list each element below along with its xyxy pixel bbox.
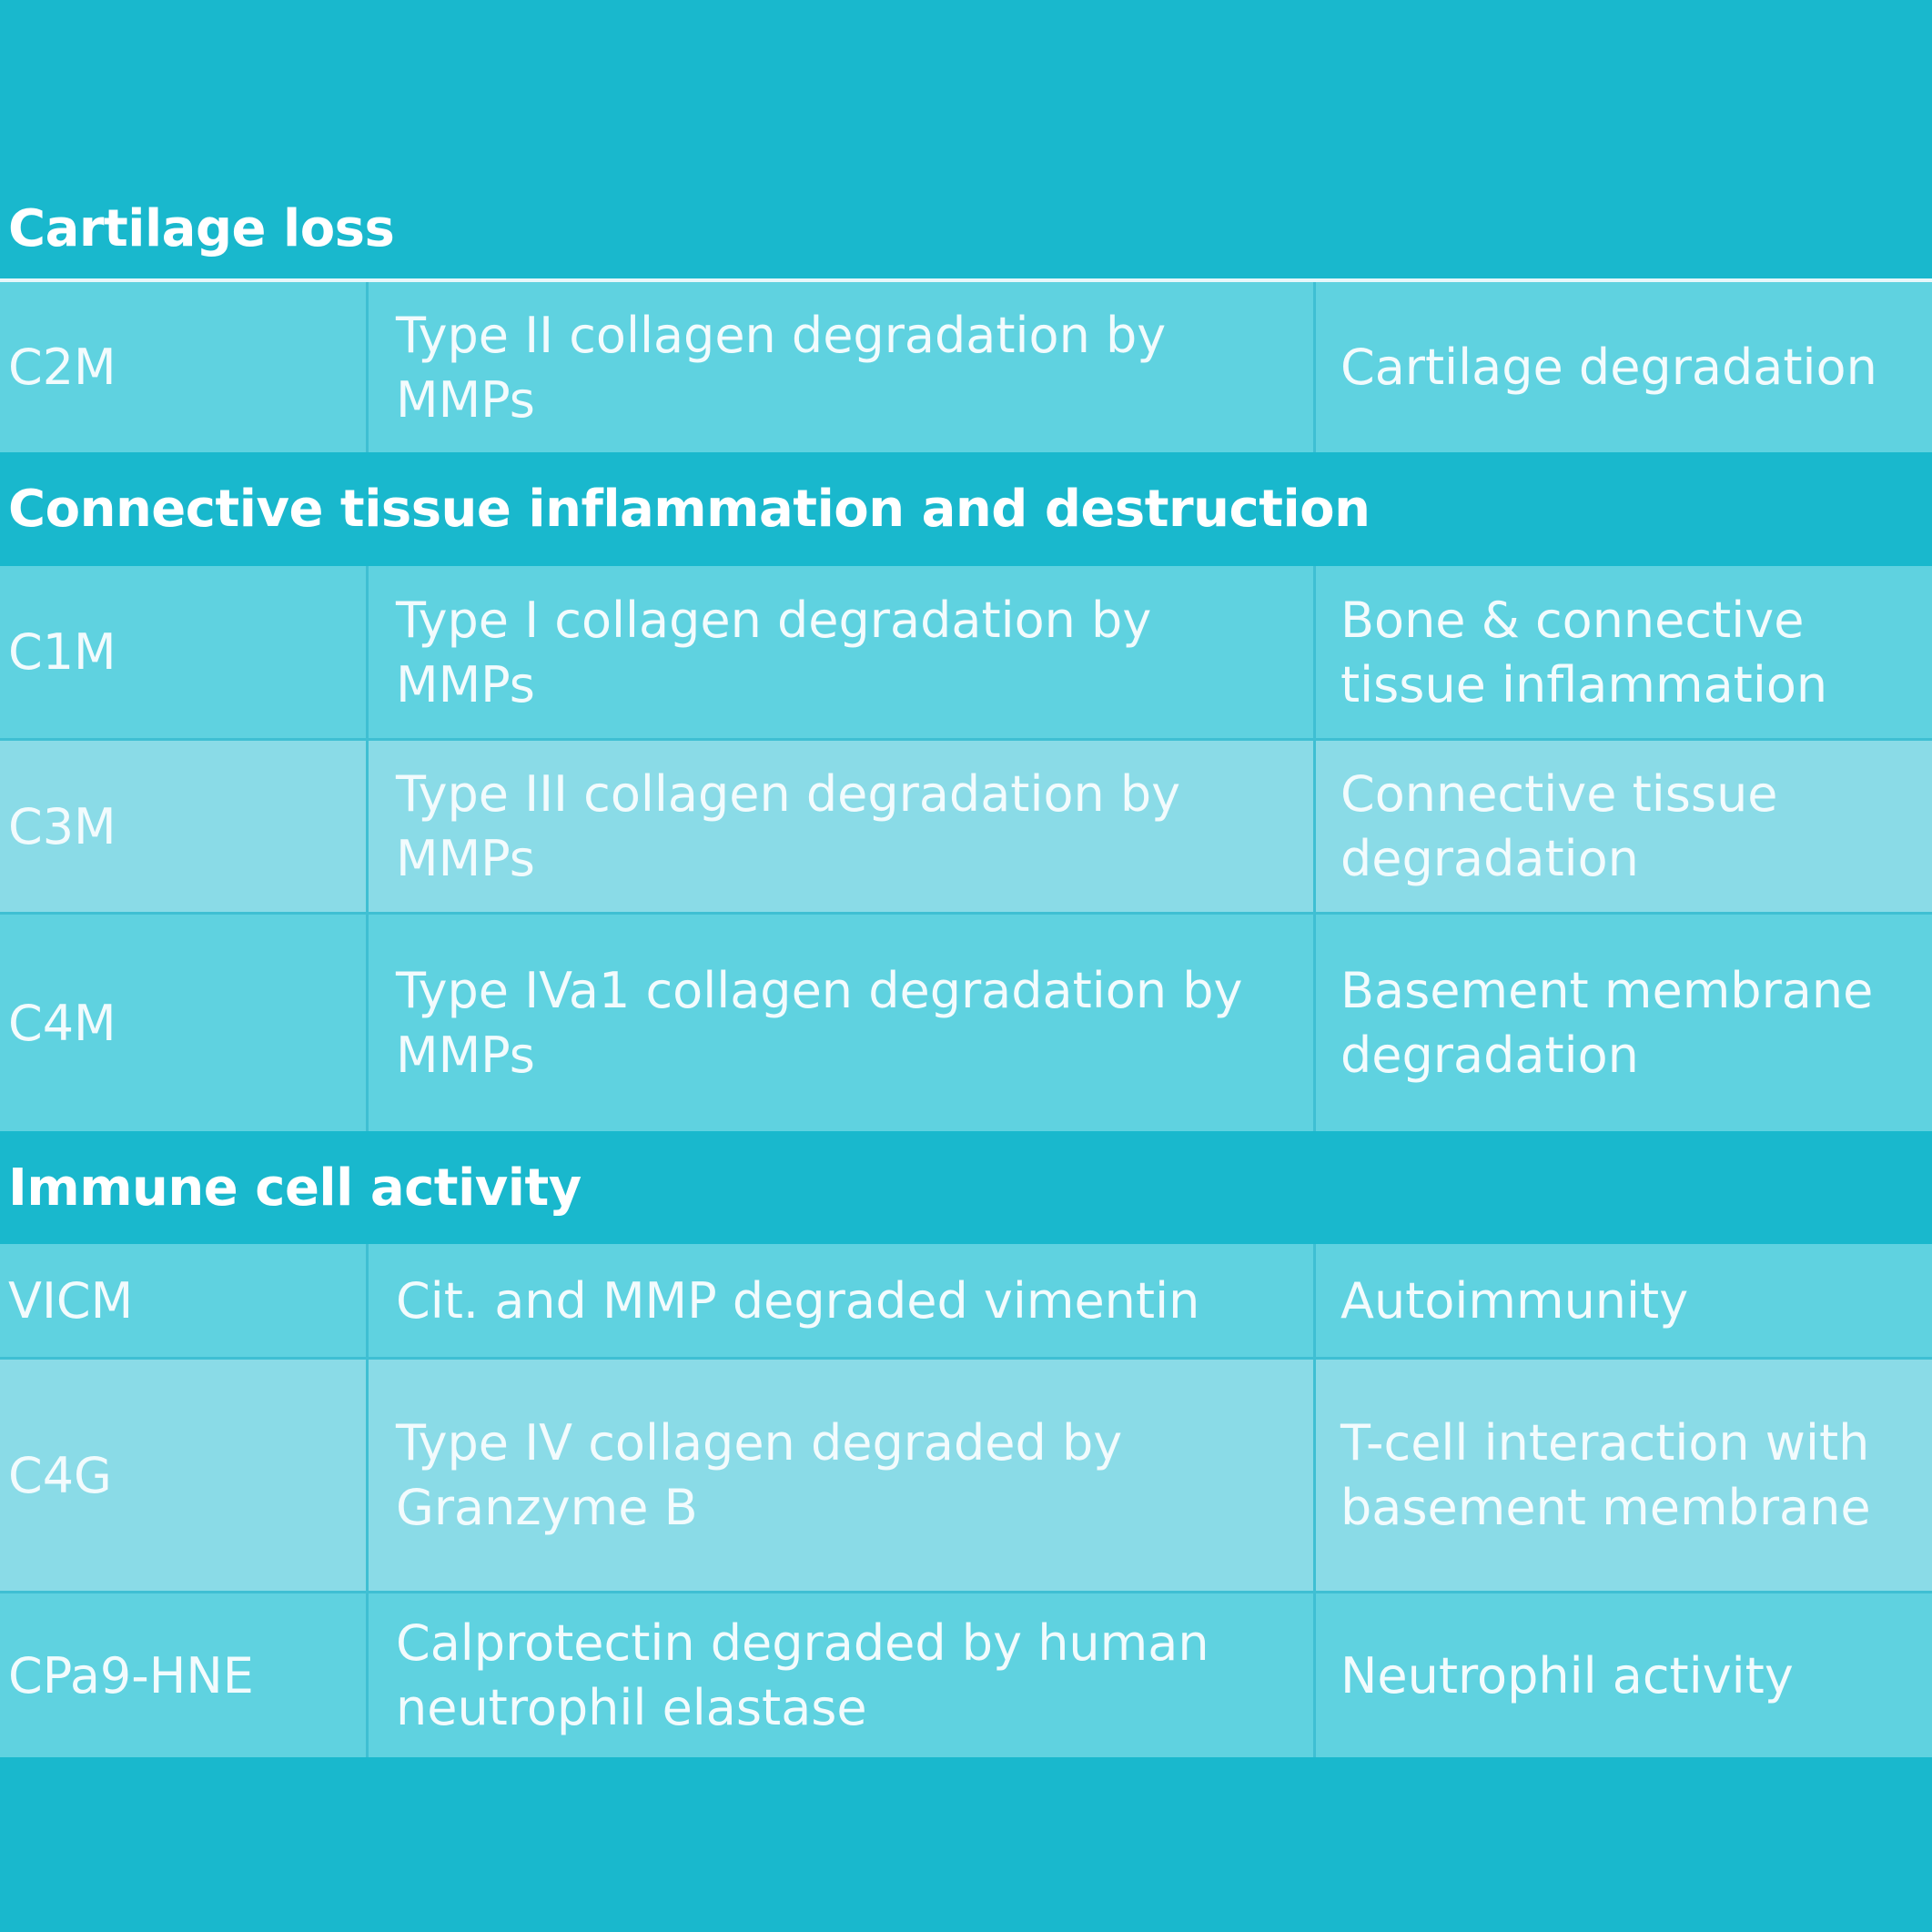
marker-cell: C2M [0,282,369,452]
marker-cell: VICM [0,1244,369,1357]
table-row [0,1357,1932,1591]
table-row [0,1244,1932,1357]
marker-cell: C3M [0,741,369,912]
table-row [0,912,1932,1131]
table-row [0,566,1932,738]
table-row [0,282,1932,452]
description-cell: Type III collagen degradation by MMPs [369,741,1316,912]
description-cell: Cit. and MMP degraded vimentin [369,1244,1316,1357]
description-cell: Type II collagen degradation by MMPs [369,282,1316,452]
section-header-immune-cell-activity: Immune cell activity [8,1158,582,1218]
process-cell: Basement membrane degradation [1340,962,1874,1084]
process-cell: T-cell interaction with basement membrane [1340,1414,1871,1536]
marker-cell: CPa9-HNE [0,1593,369,1757]
process-cell: Bone & connective tissue inflammation [1340,591,1828,713]
description-cell: Type I collagen degradation by MMPs [369,566,1316,738]
description-cell: Type IVa1 collagen degradation by MMPs [369,915,1316,1131]
process-cell: Autoimmunity [1340,1271,1689,1330]
process-cell: Neutrophil activity [1340,1646,1794,1704]
table-row [0,738,1932,912]
section-header-cartilage-loss: Cartilage loss [0,178,1932,282]
marker-cell: C4G [0,1360,369,1591]
description-cell: Type IV collagen degraded by Granzyme B [369,1360,1316,1591]
marker-cell: C4M [0,915,369,1131]
process-cell: Connective tissue degradation [1340,765,1778,887]
description-cell: Calprotectin degraded by human neutrophil elastase [369,1593,1316,1757]
process-cell: Cartilage degradation [1340,339,1877,396]
table-row [0,1591,1932,1757]
marker-cell: C1M [0,566,369,738]
section-header-connective-tissue: Connective tissue inflammation and destruction [8,480,1371,539]
